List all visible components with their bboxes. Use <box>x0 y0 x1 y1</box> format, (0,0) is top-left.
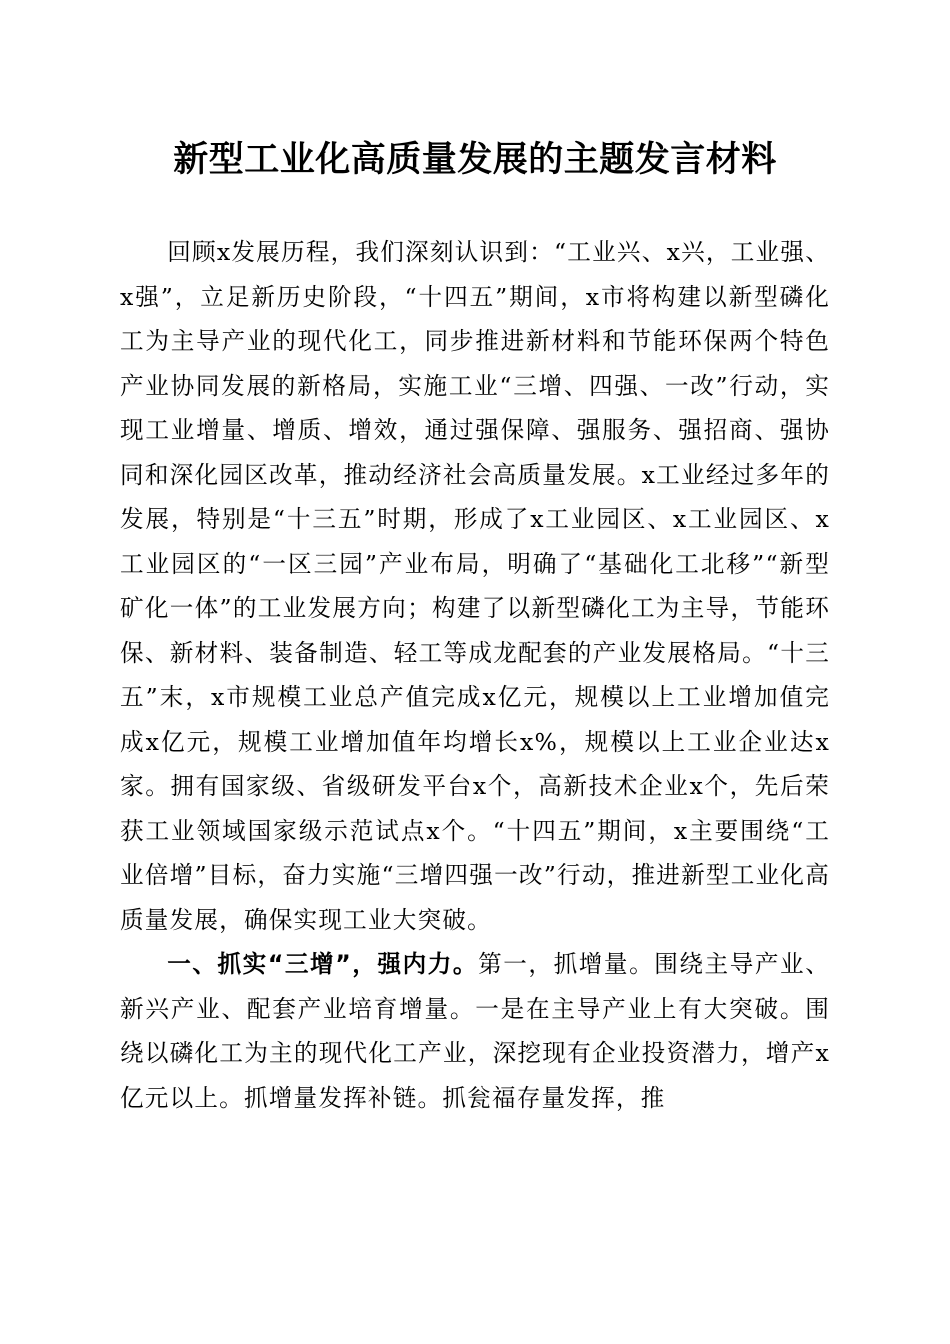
document-body <box>120 230 830 1120</box>
section-1-paragraph <box>120 942 830 1120</box>
intro-paragraph: 回顾x发展历程，我们深刻认识到：“工业兴、x兴，工业强、x强”，立足新历史阶段，“十四五”期间，x市将构建以新型磷化工为主导产业的现代化工，同步推进新材料和节能环保两个特色产业协同发展的新格局，实施工业“三增、四强、一改”行动，实现工业增量、增质、增效，通过强保障、强服务、强招商、强协同和深化园区改革，推动经济社会高质量发展。x工业经过多年的发展，特别是“十三五”时期，形成了x工业园区、x工业园区、x工业园区的“一区三园”产业布局，明确了“基础化工北移”“新型矿化一体”的工业发展方向；构建了以新型磷化工为主导，节能环保、新材料、装备制造、轻工等成龙配套的产业发展格局。“十三五”末，x市规模工业总产值完成x亿元，规模以上工业增加值完成x亿元，规模工业增加值年均增长x%，规模以上工业企业达x家。拥有国家级、省级研发平台x个，高新技术企业x个，先后荣获工业领域国家级示范试点x个。“十四五”期间，x主要围绕“工业倍增”目标，奋力实施“三增四强一改”行动，推进新型工业化高质量发展，确保实现工业大突破。 <box>120 238 830 934</box>
section-1-text: 第一，抓增量。围绕主导产业、新兴产业、配套产业培育增量。一是在主导产业上有大突破。围绕以磷化工为主的现代化工产业，深挖现有企业投资潜力，增产x亿元以上。抓增量发挥补链。抓瓮福存量发挥，推 <box>120 950 830 1112</box>
section-1-heading: 一、抓实“三增”，强内力。 <box>167 950 479 978</box>
document-title: 新型工业化高质量发展的主题发言材料 <box>173 139 777 180</box>
